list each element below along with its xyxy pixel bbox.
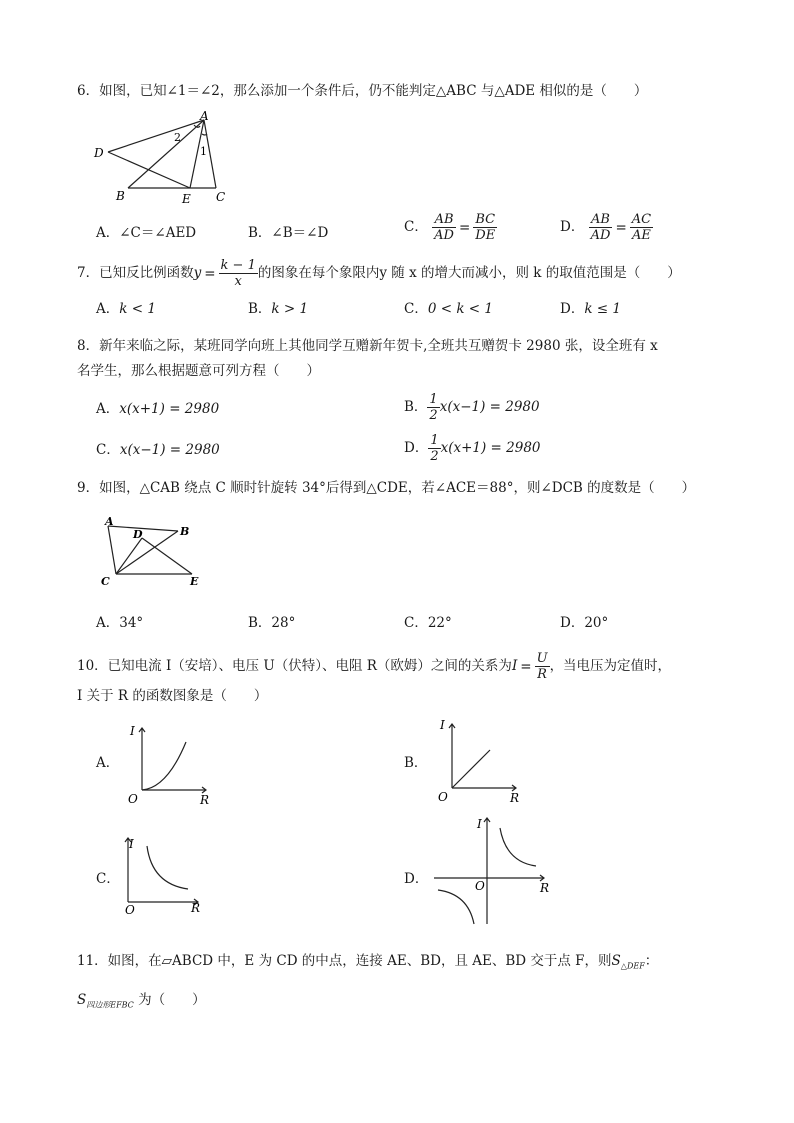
q9-option-d[interactable]: D．20°: [560, 615, 609, 631]
q10-d-label-R: R: [540, 881, 550, 895]
q7-stem-b: 的图象在每个象限内y 随 x 的增大而减小，则 k 的取值范围是（ ）: [257, 265, 681, 281]
q7-stem-a: 7．已知反比例函数: [77, 265, 194, 281]
q6-option-a[interactable]: A．∠C＝∠AED: [96, 225, 197, 241]
q10-graph-c: [118, 832, 210, 918]
q6-d-num2: AC: [631, 212, 652, 227]
q6-label-1: 1: [200, 145, 207, 158]
q11-colon: ：: [644, 953, 659, 969]
q11-stem-line2: [77, 991, 206, 1015]
q7-option-b[interactable]: [248, 300, 308, 318]
q10-option-a[interactable]: A．: [96, 755, 120, 771]
q10-b-label-R: R: [510, 791, 520, 805]
q6-option-d[interactable]: D． $\frac{AB}{AD}$ = $\frac{AC}{AE}$: [560, 212, 652, 243]
q9-option-c[interactable]: C．22°: [404, 615, 452, 631]
q8-option-c[interactable]: [96, 441, 220, 459]
q9-label-D: D: [133, 528, 143, 541]
q6-c-den2: DE: [475, 228, 496, 243]
q8-c-prefix: C．: [96, 442, 120, 458]
q7-option-d[interactable]: [560, 300, 621, 318]
q8-option-b[interactable]: [404, 392, 540, 423]
q6-stem: 6．如图，已知∠1＝∠2，那么添加一个条件后，仍不能判定△ABC 与△ADE 相似的是（ ）: [77, 83, 648, 99]
q10-graph-b: [432, 715, 524, 805]
q8-b-half-den: 2: [429, 408, 438, 423]
q10-d-curve-q1: [500, 828, 536, 866]
q6-option-c[interactable]: C． $\frac{AB}{AD}$ = $\frac{BC}{DE}$: [404, 212, 496, 243]
q7-option-c[interactable]: [404, 300, 493, 318]
q7-b-prefix: B．: [248, 301, 272, 317]
q11-S2: S: [77, 992, 87, 1008]
q6-c-den1: AD: [434, 228, 454, 243]
q9-seg-AB: [108, 526, 178, 531]
q8-d-half-den: 2: [430, 449, 439, 464]
q10-c-label-I: I: [129, 837, 134, 851]
q6-seg-DA: [108, 120, 204, 152]
q10-option-c[interactable]: C．: [96, 871, 120, 887]
q7-option-a[interactable]: [96, 300, 156, 318]
q10-d-curve-q3: [438, 890, 474, 924]
q6-label-E: E: [182, 192, 191, 206]
q11-stem-b: 为（ ）: [138, 992, 206, 1008]
q7-frac-num: k − 1: [220, 258, 256, 273]
q10-c-label-R: R: [191, 901, 201, 915]
q7-a-prefix: A．: [96, 301, 120, 317]
q6-c-num2: BC: [473, 212, 497, 228]
q10-frac-den: R: [537, 667, 547, 682]
q10-graph-a: [122, 718, 214, 806]
q11-stem-a: 11．如图，在▱ABCD 中，E 为 CD 的中点，连接 AE、BD，且 AE、BD 交于点 F，则: [77, 953, 612, 969]
q8-b-prefix: B．: [404, 399, 428, 415]
q11-stem-line1: [77, 952, 658, 976]
q6-option-d-prefix: D．: [560, 219, 585, 235]
q7-a-expr: k < 1: [119, 301, 156, 317]
q9-label-A: A: [105, 515, 114, 528]
q10-stem-line1: 10．已知电流 I（安培）、电压 U（伏特）、电阻 R（欧姆）之间的关系为I = $\frac{U}{R}$ ，当电压为定值时，: [77, 651, 672, 682]
q6-d-den2: AE: [631, 228, 651, 243]
q6-c-num1: AB: [432, 212, 456, 228]
q9-option-a[interactable]: A．34°: [96, 615, 144, 631]
q8-option-d[interactable]: [404, 433, 541, 464]
q6-label-A: A: [200, 109, 209, 123]
q7-c-expr: 0 < k < 1: [427, 301, 493, 317]
q8-stem-line1: 8．新年来临之际，某班同学向班上其他同学互赠新年贺卡,全班共互赠贺卡 2980 张，设全班有 x: [77, 338, 658, 354]
q9-label-B: B: [180, 525, 190, 538]
q11-sub-def: △DEF: [620, 961, 645, 971]
q7-d-expr: k ≤ 1: [584, 301, 621, 317]
q10-d-label-O: O: [475, 879, 485, 893]
q9-option-b[interactable]: B．28°: [248, 615, 296, 631]
q8-b-expr: x(x−1) = 2980: [439, 399, 540, 415]
q11-S1: S: [611, 953, 621, 969]
q7-y: y: [193, 265, 202, 281]
q10-stem-line2: I 关于 R 的函数图象是（ ）: [77, 688, 268, 704]
q6-label-D: D: [94, 146, 104, 160]
q7-frac-den: x: [234, 274, 242, 289]
q10-c-curve: [147, 846, 188, 889]
q6-d-den1: AD: [590, 228, 611, 243]
q10-I: I: [511, 658, 518, 674]
q8-stem-line2: 名学生，那么根据题意可列方程（ ）: [77, 363, 320, 379]
q10-c-label-O: O: [125, 903, 135, 917]
q6-angle-1-arc: [202, 134, 207, 135]
q10-stem-a: 10．已知电流 I（安培）、电压 U（伏特）、电阻 R（欧姆）之间的关系为: [77, 658, 512, 674]
q9-seg-CD: [116, 538, 142, 574]
q10-stem-b: ，当电压为定值时，: [549, 658, 672, 674]
q8-c-expr: x(x−1) = 2980: [119, 442, 220, 458]
q10-a-curve: [142, 742, 186, 790]
q9-seg-CB: [116, 531, 178, 574]
q10-option-b[interactable]: B．: [404, 755, 428, 771]
q8-a-expr: x(x+1) = 2980: [119, 401, 220, 417]
q9-label-E: E: [190, 575, 199, 588]
q7-stem: 7．已知反比例函数y = $\frac{k - 1}{x}$ 的图象在每个象限内y 随 x 的增大而减小，则 k 的取值范围是（ ）: [77, 258, 681, 289]
q10-graph-d: [430, 812, 554, 930]
q8-b-half-num: 1: [429, 392, 438, 407]
q6-figure: [90, 108, 240, 208]
q11-sub-quad: 四边形EFBC: [86, 1000, 134, 1010]
q9-figure: [98, 514, 213, 592]
q7-c-prefix: C．: [404, 301, 428, 317]
q8-a-prefix: A．: [96, 401, 120, 417]
q10-a-label-O: O: [128, 792, 138, 806]
q8-d-prefix: D．: [404, 440, 429, 456]
q7-b-expr: k > 1: [271, 301, 309, 317]
q10-b-line: [452, 750, 490, 788]
q6-option-c-prefix: C．: [404, 219, 428, 235]
q8-option-a[interactable]: [96, 400, 219, 418]
q10-option-d[interactable]: D．: [404, 871, 429, 887]
q6-label-2: 2: [174, 131, 181, 144]
q10-b-label-I: I: [440, 718, 445, 732]
q9-seg-AC: [108, 526, 116, 574]
q8-d-half-num: 1: [430, 433, 439, 448]
q7-d-prefix: D．: [560, 301, 585, 317]
q6-option-b[interactable]: B．∠B＝∠D: [248, 225, 329, 241]
q9-seg-DE: [142, 538, 192, 574]
q6-d-num1: AB: [589, 212, 613, 228]
q10-b-label-O: O: [438, 790, 448, 804]
q6-label-B: B: [116, 189, 125, 203]
q6-label-C: C: [216, 190, 226, 204]
q8-d-expr: x(x+1) = 2980: [440, 440, 541, 456]
q10-a-label-R: R: [200, 793, 210, 806]
q10-frac-num: U: [536, 651, 548, 666]
q10-d-label-I: I: [477, 817, 482, 831]
q10-a-label-I: I: [130, 724, 135, 738]
q9-stem: 9．如图，△CAB 绕点 C 顺时针旋转 34°后得到△CDE，若∠ACE＝88°，则∠DCB 的度数是（ ）: [77, 480, 696, 496]
q9-label-C: C: [101, 575, 110, 588]
